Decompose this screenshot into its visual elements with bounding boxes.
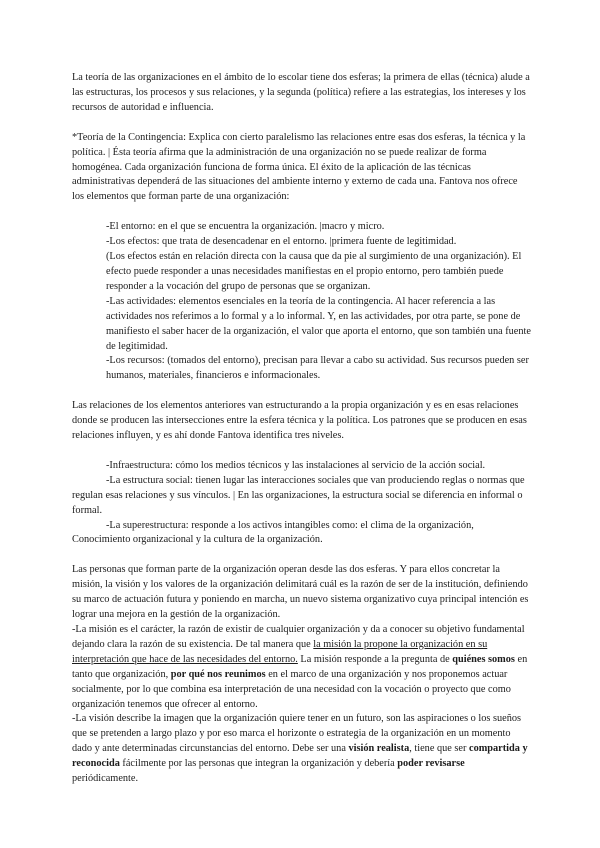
- paragraph-vision: -La visión describe la imagen que la organización quiere tener en un futuro, son las aspiraciones o los sueños que se pretenden a largo plazo y por eso marca el horizonte o estrategia de la organización en un momento dado y ante determinadas circunstancias del entorno. Debe ser una visión realista, tiene que ser compartida y reconocida fácilmente por las personas que integran la organización y debería poder revisarse periódicamente.: [72, 713, 528, 785]
- mision-bold-quienes: quiénes somos: [452, 653, 515, 665]
- list-levels: [72, 459, 532, 548]
- paragraph-intro: La teoría de las organizaciones en el ámbito de lo escolar tiene dos esferas; la primera de ellas (técnica) alude a las estructuras, los procesos y sus relaciones, y la segunda (política) refiere a las estrategias, los intereses y los recursos de autoridad e influencia.: [72, 72, 530, 113]
- list-item-estructura-social: -La estructura social: tienen lugar las interacciones sociales que van produciendo reglas o normas que regulan esas relaciones y sus vínculos. | En las organizaciones, la estructura social se diferencia en informal o formal.: [72, 474, 525, 516]
- paragraph-contingency-theory: *Teoría de la Contingencia: Explica con cierto paralelismo las relaciones entre esas dos esferas, la técnica y la política. | Ésta teoría afirma que la administración de una organización no se puede realizar de forma homogénea. Cada organización funciona de forma única. El éxito de la aplicación de las técnicas administrativas dependerá de las situaciones del ambiente interno y externo de cada una. Fantova nos ofrece los elementos que forman parte de una organización:: [72, 131, 526, 203]
- list-item-superestructura: -La superestructura: responde a los activos intangibles como: el clima de la organización, Conocimiento organizacional y la cultura de la organización.: [72, 519, 474, 546]
- list-item-efectos-note: (Los efectos están en relación directa con la causa que da pie al surgimiento de una organización). El efecto puede responder a unas necesidades manifiestas en el propio entorno, pero también puede responder a la vocación del grupo de personas que se organizan.: [106, 251, 522, 292]
- paragraph-mision: -La misión es el carácter, la razón de existir de cualquier organización y da a conocer su objetivo fundamental dejando clara la razón de su existencia. De tal manera que la misión la propone la organización en su interpretación que hace de las necesidades del entorno. La misión responde a la pregunta de quiénes somos en tanto que organización, por qué nos reunimos en el marco de una organización y nos proponemos actuar socialmente, por lo que combina esa interpretación de una necesidad con la vocación o proyecto que como organización tenemos que ofrecer al entorno.: [72, 624, 528, 710]
- paragraph-people: Las personas que forman parte de la organización operan desde las dos esferas. Y para ellos concretar la misión, la visión y los valores de la organización delimitará cuál es la razón de ser de la institución, definiendo su marco de actuación futura y poniendo en marcha, un nuevo sistema organizativo cuya principal intención es lograr una mejora en la gestión de la organización.: [72, 564, 529, 621]
- mision-bold-porque: por qué nos reunimos: [170, 668, 266, 680]
- paragraph-relations: Las relaciones de los elementos anteriores van estructurando a la propia organización y es en esas relaciones donde se producen las intersecciones entre la esfera técnica y la política. Los patrones que se producen en esas relaciones influyen, y es ahí donde Fantova identifica tres niveles.: [72, 400, 527, 442]
- list-item-infraestructura: -Infraestructura: cómo los medios técnicos y las instalaciones al servicio de la acción social.: [106, 459, 486, 471]
- list-item-recursos: -Los recursos: (tomados del entorno), precisan para llevar a cabo su actividad. Sus recursos pueden ser humanos, materiales, financieros e informacionales.: [106, 355, 529, 382]
- vision-bold-revisarse: poder revisarse: [397, 758, 465, 770]
- vision-bold-realista: visión realista: [348, 743, 410, 755]
- vision-bold-compartida: compartida y reconocida: [72, 743, 528, 770]
- list-organization-elements: [72, 220, 532, 384]
- list-item-efectos: -Los efectos: que trata de desencadenar en el entorno. |primera fuente de legitimidad.: [106, 236, 457, 248]
- mision-underlined: la misión la propone la organización en su interpretación que hace de las necesidades del entorno.: [72, 638, 488, 665]
- list-item-entorno: -El entorno: en el que se encuentra la organización. |macro y micro.: [106, 221, 385, 233]
- list-item-actividades: -Las actividades: elementos esenciales en la teoría de la contingencia. Al hacer referencia a las actividades nos referimos a lo formal y a lo informal. Y, en las actividades, por otra parte, se pone de manifiesto el saber hacer de la organización, el valor que aporta el entorno, que son también una fuente de legitimidad.: [106, 295, 531, 352]
